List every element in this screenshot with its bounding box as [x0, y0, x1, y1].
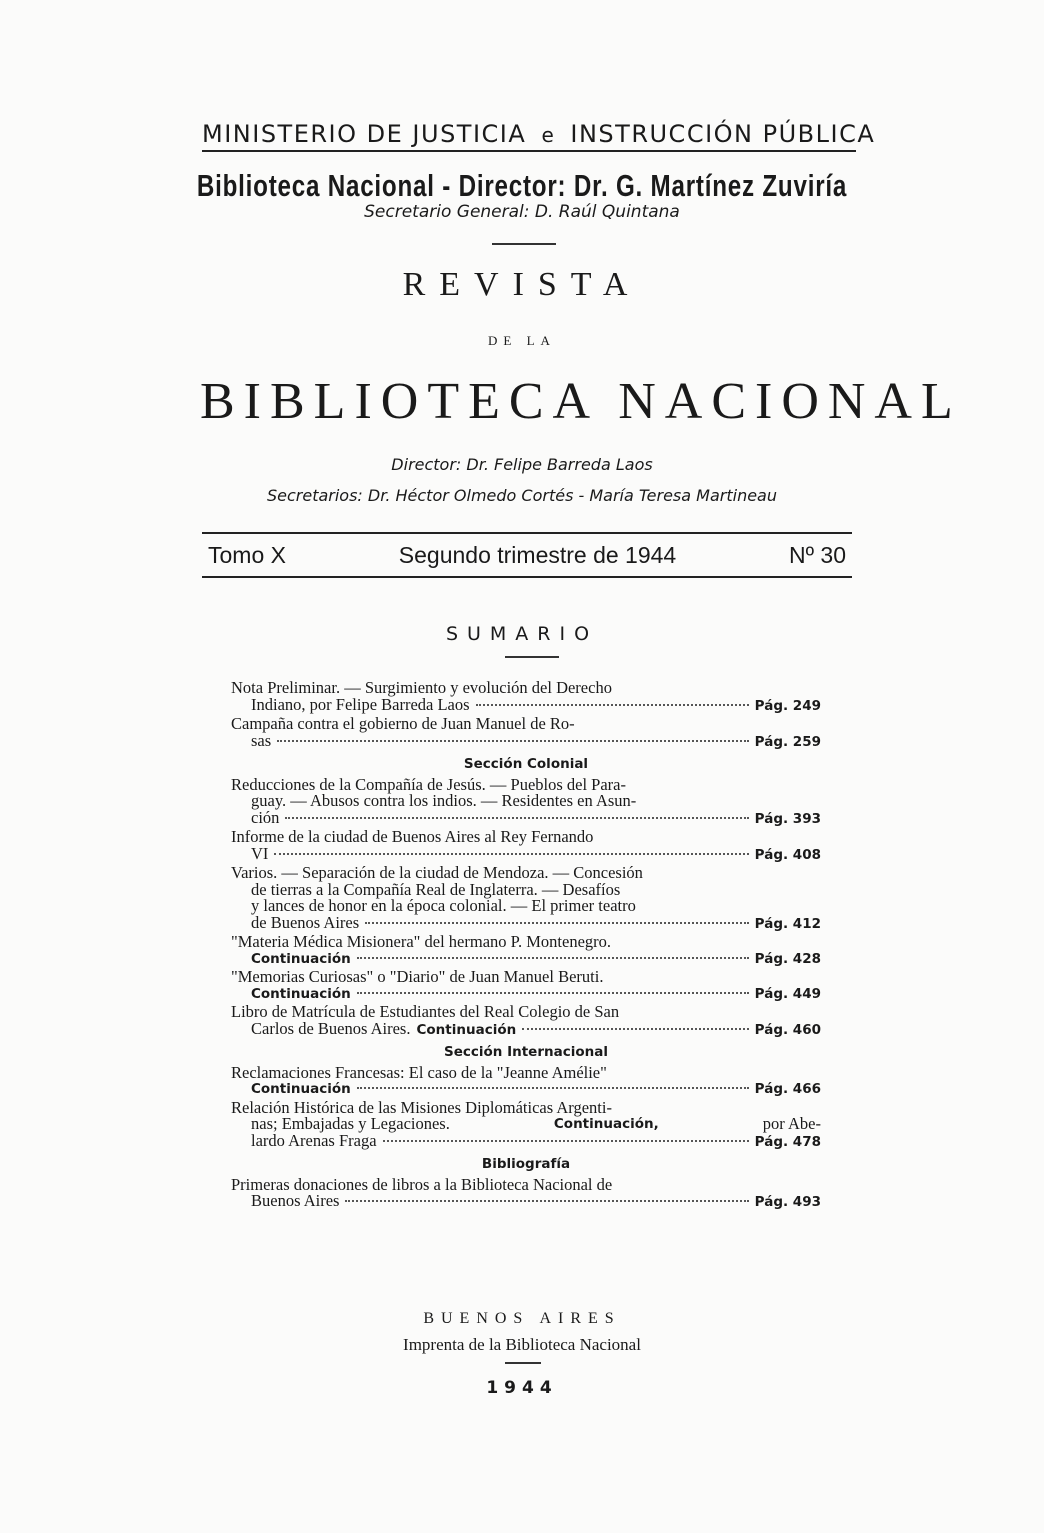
leader-dots	[383, 1140, 749, 1142]
toc-entry	[231, 865, 821, 932]
divider	[505, 656, 559, 658]
toc-entry	[231, 1004, 821, 1038]
continuation-label: Continuación,	[553, 1116, 659, 1132]
page-number: Pág. 493	[754, 1194, 821, 1210]
leader-dots	[365, 922, 749, 924]
section-heading-internacional: Sección Internacional	[444, 1044, 608, 1060]
publication-year: 1944	[486, 1378, 558, 1398]
toc-entry-title-cont: Indiano, por Felipe Barreda Laos	[251, 694, 470, 714]
ministry-part1: MINISTERIO DE JUSTICIA	[202, 120, 527, 148]
issue-period: Segundo trimestre de 1944	[398, 541, 677, 568]
director-line: Director: Dr. Felipe Barreda Laos	[391, 455, 653, 474]
toc-entry-title: "Materia Médica Misionera" del hermano P. Montenegro.	[231, 932, 612, 951]
page-number: Pág. 428	[754, 950, 821, 967]
toc-entry-title-cont: ción	[251, 807, 280, 827]
table-of-contents	[231, 680, 821, 1213]
main-title: BIBLIOTECA NACIONAL	[200, 373, 962, 430]
toc-entry	[231, 1097, 821, 1151]
continuation-label: Continuación	[416, 1021, 517, 1038]
toc-entry	[231, 1062, 821, 1098]
page-number: Pág. 249	[754, 697, 821, 714]
toc-entry-title-part: por Abe-	[762, 1114, 821, 1133]
secretary-general: Secretario General: D. Raúl Quintana	[364, 202, 680, 222]
toc-entry	[231, 934, 821, 967]
page-number: Pág. 412	[754, 915, 821, 932]
toc-entry-title-cont: VI	[251, 843, 269, 863]
toc-entry-title-part: nas; Embajadas y Legaciones.	[251, 1114, 450, 1133]
sumario-heading: SUMARIO	[445, 623, 599, 645]
secretaries-line: Secretarios: Dr. Héctor Olmedo Cortés - María Teresa Martineau	[266, 486, 777, 505]
toc-entry-title: Campaña contra el gobierno de Juan Manuel de Ro-	[231, 714, 575, 733]
toc-entry-title-cont: y lances de honor en la época colonial. — El primer teatro	[251, 896, 636, 915]
toc-entry	[231, 774, 821, 828]
page-number: Pág. 478	[754, 1133, 821, 1150]
toc-entry-title: Relación Histórica de las Misiones Diplomáticas Argenti-	[231, 1097, 612, 1117]
toc-entry-title-cont: guay. — Abusos contra los indios. — Residentes en Asun-	[251, 791, 637, 810]
library-director-line: Biblioteca Nacional - Director: Dr. G. Martínez Zuviría	[196, 168, 848, 203]
continuation-label: Continuación	[251, 985, 351, 1002]
leader-dots	[357, 1087, 749, 1089]
section-heading-colonial: Sección Colonial	[463, 756, 589, 772]
toc-entry-title-cont: sas	[251, 730, 272, 750]
continuation-label: Continuación	[251, 1081, 351, 1097]
toc-entry-title: Primeras donaciones de libros a la Biblioteca Nacional de	[231, 1174, 613, 1194]
page-number: Pág. 393	[754, 810, 821, 827]
toc-entry	[231, 969, 821, 1002]
toc-entry-title: Nota Preliminar. — Surgimiento y evolución del Derecho	[231, 678, 612, 697]
toc-entry-title: Informe de la ciudad de Buenos Aires al Rey Fernando	[231, 827, 594, 846]
toc-entry	[231, 680, 821, 714]
toc-entry-title: Reclamaciones Francesas: El caso de la "Jeanne Amélie"	[231, 1062, 607, 1082]
leader-dots	[357, 957, 749, 959]
ministry-part2: INSTRUCCIÓN PÚBLICA	[570, 120, 876, 148]
leader-dots	[476, 704, 749, 706]
issue-number: Nº 30	[789, 541, 846, 568]
page-number: Pág. 466	[754, 1081, 821, 1097]
leader-dots	[345, 1200, 748, 1202]
leader-dots	[285, 817, 748, 819]
ministry-conjunction: e	[541, 123, 556, 147]
divider	[492, 243, 556, 245]
toc-entry-title: Libro de Matrícula de Estudiantes del Real Colegio de San	[231, 1002, 620, 1021]
page-number: Pág. 259	[754, 733, 821, 750]
revista-title: REVISTA	[402, 266, 642, 303]
city-imprint: BUENOS AIRES	[423, 1310, 621, 1327]
divider	[505, 1362, 541, 1364]
page-number: Pág. 460	[754, 1021, 821, 1038]
toc-entry-title-cont: lardo Arenas Fraga	[251, 1130, 377, 1150]
section-heading-bibliografia: Bibliografía	[481, 1156, 571, 1172]
toc-entry-title-cont: de Buenos Aires	[251, 912, 360, 932]
volume-label: Tomo X	[208, 541, 286, 568]
toc-entry	[231, 829, 821, 863]
toc-entry-title: "Memorias Curiosas" o "Diario" de Juan Manuel Beruti.	[231, 967, 604, 986]
page-number: Pág. 408	[754, 846, 821, 863]
toc-entry	[231, 1174, 821, 1211]
toc-entry-title-cont: Buenos Aires	[251, 1191, 340, 1210]
continuation-label: Continuación	[251, 950, 351, 967]
de-la-subtitle: DE LA	[488, 333, 556, 348]
toc-entry-title-cont: de tierras a la Compañía Real de Inglaterra. — Desafíos	[251, 879, 621, 899]
leader-dots	[522, 1028, 748, 1030]
toc-entry-title: Reducciones de la Compañía de Jesús. — Pueblos del Para-	[231, 774, 626, 794]
ministry-heading	[202, 120, 876, 152]
toc-entry-title-cont: Carlos de Buenos Aires.	[251, 1018, 411, 1038]
printer-imprint: Imprenta de la Biblioteca Nacional	[403, 1335, 641, 1354]
page-number: Pág. 449	[754, 985, 821, 1002]
leader-dots	[357, 992, 749, 994]
toc-entry-title: Varios. — Separación de la ciudad de Mendoza. — Concesión	[231, 863, 643, 882]
leader-dots	[274, 853, 748, 855]
leader-dots	[277, 740, 749, 742]
toc-entry	[231, 716, 821, 750]
issue-info-bar	[202, 532, 852, 578]
